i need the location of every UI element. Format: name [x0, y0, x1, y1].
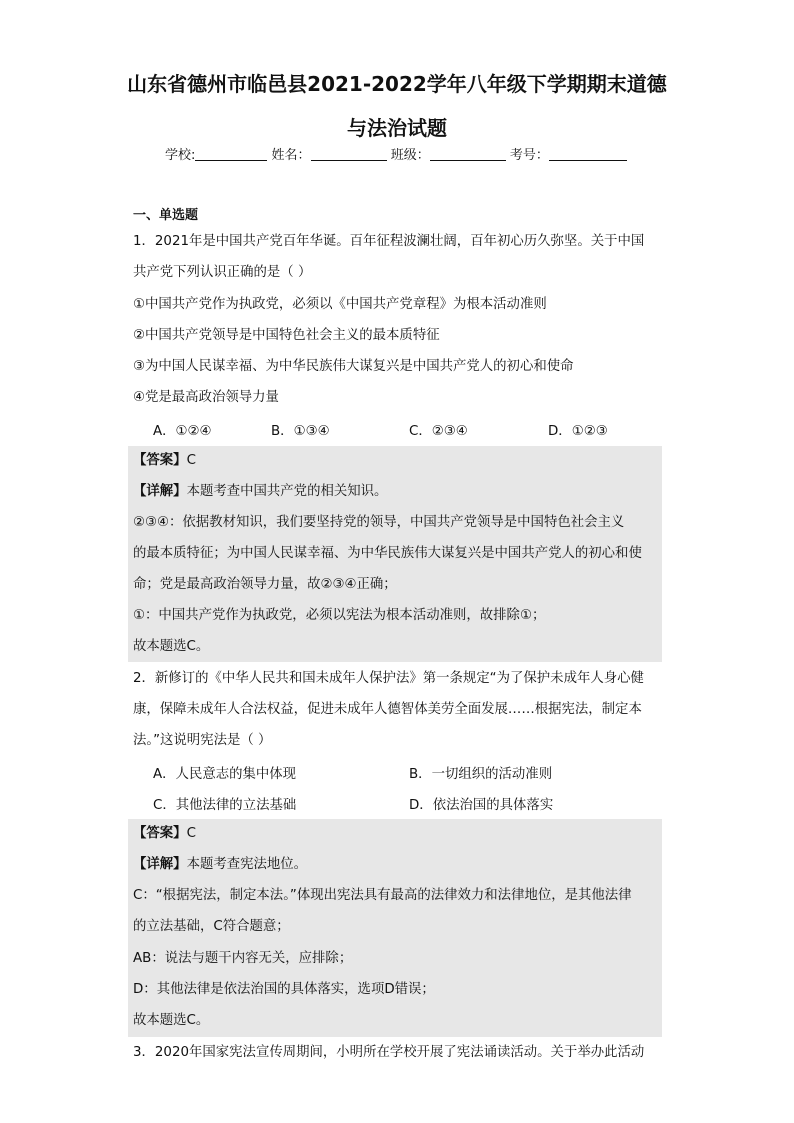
q2-explain-line1: C：“根据宪法，制定本法。”体现出宪法具有最高的法律效力和法律地位，是其他法律	[133, 888, 632, 903]
q2-answer-tag: 【答案】	[133, 826, 187, 841]
q2-detail-tag: 【详解】	[133, 857, 187, 872]
section-heading: 一、单选题	[133, 208, 199, 223]
student-info-row	[165, 144, 627, 163]
q1-explain-line2: 的最本质特征；为中国人民谋幸福、为中华民族伟大谋复兴是中国共产党人的初心和使	[133, 546, 642, 561]
q2-stem-line2: 康，保障未成年人合法权益，促进未成年人德智体美劳全面发展……根据宪法，制定本	[133, 702, 642, 717]
q1-explain-line3: 命；党是最高政治领导力量，故②③④正确；	[133, 577, 397, 592]
q1-explain-line4: ①：中国共产党作为执政党，必须以宪法为根本活动准则，故排除①；	[133, 608, 546, 623]
q1-statement-1: ①中国共产党作为执政党，必须以《中国共产党章程》为根本活动准则	[133, 297, 547, 312]
q1-option-a: A．①②④	[153, 424, 212, 439]
q3-stem-line1: 3．2020年国家宪法宣传周期间，小明所在学校开展了宪法诵读活动。关于举办此活动	[133, 1045, 645, 1060]
q2-answer	[133, 825, 663, 843]
q2-explain-line3: AB：说法与题干内容无关，应排除；	[133, 951, 353, 966]
q1-answer-tag: 【答案】	[133, 453, 187, 468]
q1-option-d: D．①②③	[548, 424, 608, 439]
q2-stem-line3: 法。”这说明宪法是（ ）	[133, 733, 272, 748]
q1-explain-line5: 故本题选C。	[133, 639, 210, 654]
q1-answer-value: C	[186, 453, 196, 468]
number-blank[interactable]	[549, 148, 627, 161]
q2-stem-line1: 2．新修订的《中华人民共和国未成年人保护法》第一条规定“为了保护未成年人身心健	[133, 671, 644, 686]
q2-explain-line4: D：其他法律是依法治国的具体落实，选项D错误；	[133, 982, 435, 997]
q1-statement-2: ②中国共产党领导是中国特色社会主义的最本质特征	[133, 328, 440, 343]
school-label: 学校:	[165, 148, 196, 163]
q1-detail	[133, 483, 663, 501]
number-label: 考号：	[509, 148, 549, 163]
q2-option-a: A．人民意志的集中体现	[153, 767, 297, 782]
q1-statement-3: ③为中国人民谋幸福、为中华民族伟大谋复兴是中国共产党人的初心和使命	[133, 359, 574, 374]
class-blank[interactable]	[430, 148, 506, 161]
exam-title-line1: 山东省德州市临邑县2021-2022学年八年级下学期期末道德	[127, 72, 667, 96]
name-blank[interactable]	[311, 148, 387, 161]
q2-explain-line2: 的立法基础，C符合题意；	[133, 919, 290, 934]
q1-stem-line2: 共产党下列认识正确的是（ ）	[133, 265, 312, 280]
class-label: 班级：	[390, 148, 430, 163]
q2-option-d: D．依法治国的具体落实	[409, 798, 554, 813]
q1-answer	[133, 452, 663, 470]
q2-answer-value: C	[186, 826, 196, 841]
q1-statement-4: ④党是最高政治领导力量	[133, 390, 279, 405]
q2-detail-text: 本题考查宪法地位。	[186, 857, 308, 872]
q1-option-b: B．①③④	[271, 424, 330, 439]
q1-detail-text: 本题考查中国共产党的相关知识。	[186, 484, 388, 499]
school-blank[interactable]	[195, 148, 267, 161]
name-label: 姓名：	[271, 148, 311, 163]
q2-option-c: C．其他法律的立法基础	[153, 798, 297, 813]
q1-stem-line1: 1．2021年是中国共产党百年华诞。百年征程波澜壮阔，百年初心历久弥坚。关于中国	[133, 234, 645, 249]
q2-option-b: B．一切组织的活动准则	[409, 767, 553, 782]
exam-title-line2: 与法治试题	[347, 116, 447, 140]
q2-detail	[133, 856, 663, 874]
q2-explain-line5: 故本题选C。	[133, 1013, 210, 1028]
q1-option-c: C．②③④	[409, 424, 468, 439]
q1-detail-tag: 【详解】	[133, 484, 187, 499]
q1-explain-line1: ②③④：依据教材知识，我们要坚持党的领导，中国共产党领导是中国特色社会主义	[133, 515, 625, 530]
